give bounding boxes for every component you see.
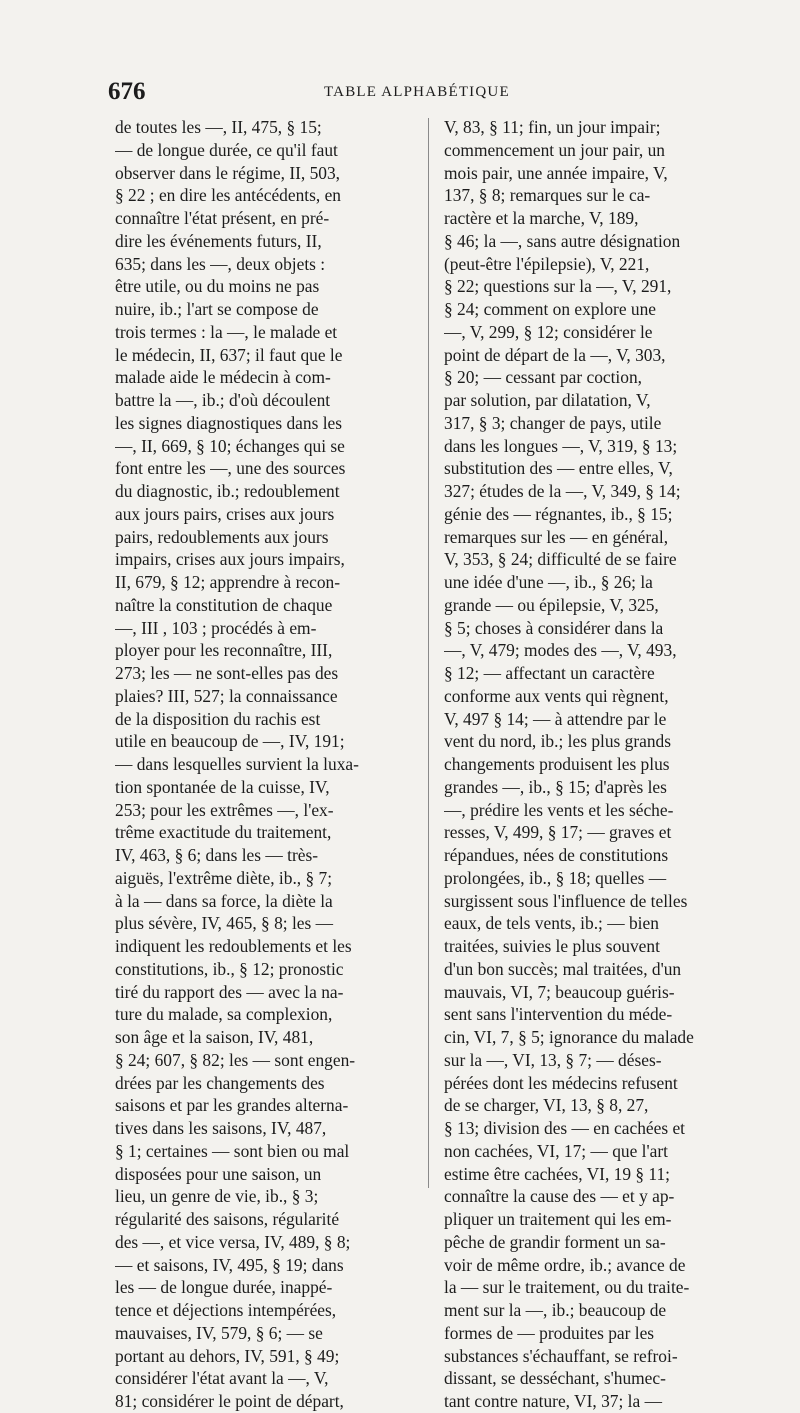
text-line: mois pair, une année impaire, V, xyxy=(444,162,668,183)
text-line: surgissent sous l'influence de telles xyxy=(444,890,688,911)
text-line: portant au dehors, IV, 591, § 49; xyxy=(115,1345,340,1366)
text-line: IV, 463, § 6; dans les — très- xyxy=(115,845,319,865)
text-line: observer dans le régime, II, 503, xyxy=(115,162,341,183)
text-line: répandues, nées de constitutions xyxy=(444,845,669,865)
text-line: § 5; choses à considérer dans la xyxy=(444,617,664,638)
text-line: de toutes les —, II, 475, § 15; xyxy=(115,117,322,137)
text-line: § 22 ; en dire les antécédents, en xyxy=(115,185,341,206)
text-line: substances s'échauffant, se refroi- xyxy=(444,1345,678,1366)
column-divider xyxy=(428,118,429,1188)
text-line: plus sévère, IV, 465, § 8; les — xyxy=(115,913,334,934)
text-line: dissant, se desséchant, s'humec- xyxy=(444,1368,666,1389)
text-line: font entre les —, une des sources xyxy=(115,458,346,479)
text-line: § 22; questions sur la —, V, 291, xyxy=(444,276,672,297)
text-line: 317, § 3; changer de pays, utile xyxy=(444,412,662,433)
text-line: traitées, suivies le plus souvent xyxy=(444,936,660,956)
text-line: indiquent les redoublements et les xyxy=(115,936,352,956)
text-line: lieu, un genre de vie, ib., § 3; xyxy=(115,1186,319,1207)
text-line: prolongées, ib., § 18; quelles — xyxy=(444,867,667,888)
text-line: pairs, redoublements aux jours xyxy=(115,526,329,547)
text-line: § 20; — cessant par coction, xyxy=(444,367,643,388)
text-line: changements produisent les plus xyxy=(444,754,670,774)
text-line: § 1; certaines — sont bien ou mal xyxy=(115,1140,350,1161)
text-line: pérées dont les médecins refusent xyxy=(444,1072,678,1093)
text-line: à la — dans sa force, la diète la xyxy=(115,890,333,911)
text-line: plaies? III, 527; la connaissance xyxy=(115,685,338,706)
text-line: impairs, crises aux jours impairs, xyxy=(115,549,345,570)
text-line: formes de — produites par les xyxy=(444,1322,655,1343)
text-line: V, 497 § 14; — à attendre par le xyxy=(444,708,667,729)
text-line: disposées pour une saison, un xyxy=(115,1163,322,1184)
left-column xyxy=(115,116,415,1413)
text-line: du diagnostic, ib.; redoublement xyxy=(115,481,340,501)
text-line: de la disposition du rachis est xyxy=(115,708,321,729)
text-line: V, 83, § 11; fin, un jour impair; xyxy=(444,117,661,137)
text-line: trême exactitude du traitement, xyxy=(115,822,332,843)
text-line: 81; considérer le point de départ, xyxy=(115,1391,344,1411)
text-line: —, III , 103 ; procédés à em- xyxy=(115,617,317,638)
text-line: tence et déjections intempérées, xyxy=(115,1300,337,1320)
text-line: § 46; la —, sans autre désignation xyxy=(444,230,681,251)
text-line: ture du malade, sa complexion, xyxy=(115,1004,333,1025)
text-line: les signes diagnostiques dans les xyxy=(115,412,343,433)
text-line: point de départ de la —, V, 303, xyxy=(444,344,666,365)
text-line: — dans lesquelles survient la luxa- xyxy=(115,754,359,774)
text-line: le médecin, II, 637; il faut que le xyxy=(115,344,343,365)
text-line: par solution, par dilatation, V, xyxy=(444,390,651,410)
text-line: 137, § 8; remarques sur le ca- xyxy=(444,185,651,206)
text-line: drées par les changements des xyxy=(115,1072,325,1093)
text-line: non cachées, VI, 17; — que l'art xyxy=(444,1140,668,1161)
text-line: mauvais, VI, 7; beaucoup guéris- xyxy=(444,981,675,1002)
text-line: dire les événements futurs, II, xyxy=(115,230,322,251)
text-line: son âge et la saison, IV, 481, xyxy=(115,1027,314,1047)
text-line: ractère et la marche, V, 189, xyxy=(444,208,639,228)
text-line: — et saisons, IV, 495, § 19; dans xyxy=(115,1254,344,1275)
text-line: de se charger, VI, 13, § 8, 27, xyxy=(444,1095,649,1116)
text-line: régularité des saisons, régularité xyxy=(115,1209,340,1229)
text-line: des —, et vice versa, IV, 489, § 8; xyxy=(115,1231,351,1252)
text-line: conforme aux vents qui règnent, xyxy=(444,685,669,706)
text-line: dans les longues —, V, 319, § 13; xyxy=(444,435,678,456)
text-line: aux jours pairs, crises aux jours xyxy=(115,503,335,524)
text-line: estime être cachées, VI, 19 § 11; xyxy=(444,1163,670,1184)
text-line: aiguës, l'extrême diète, ib., § 7; xyxy=(115,867,333,888)
text-line: tion spontanée de la cuisse, IV, xyxy=(115,776,330,797)
text-line: génie des — régnantes, ib., § 15; xyxy=(444,503,673,524)
text-line: les — de longue durée, inappé- xyxy=(115,1277,333,1298)
text-line: tives dans les saisons, IV, 487, xyxy=(115,1118,327,1138)
text-line: — de longue durée, ce qu'il faut xyxy=(115,139,338,160)
text-line: 273; les — ne sont-elles pas des xyxy=(115,663,339,683)
text-line: vent du nord, ib.; les plus grands xyxy=(444,731,672,752)
text-line: 635; dans les —, deux objets : xyxy=(115,253,326,274)
text-line: § 12; — affectant un caractère xyxy=(444,663,655,683)
text-line: substitution des — entre elles, V, xyxy=(444,458,673,479)
text-line: connaître l'état présent, en pré- xyxy=(115,208,330,228)
text-line: § 24; 607, § 82; les — sont engen- xyxy=(115,1049,356,1070)
text-line: cin, VI, 7, § 5; ignorance du malade xyxy=(444,1027,694,1047)
text-line: tiré du rapport des — avec la na- xyxy=(115,981,344,1002)
text-line: tant contre nature, VI, 37; la — xyxy=(444,1391,662,1411)
text-line: ployer pour les reconnaître, III, xyxy=(115,640,333,661)
page-header xyxy=(108,78,740,108)
text-line: 253; pour les extrêmes —, l'ex- xyxy=(115,799,334,820)
text-line: V, 353, § 24; difficulté de se faire xyxy=(444,549,677,570)
text-line: voir de même ordre, ib.; avance de xyxy=(444,1254,686,1275)
page-number: 676 xyxy=(108,78,146,105)
text-line: —, V, 299, § 12; considérer le xyxy=(444,321,653,342)
text-line: nuire, ib.; l'art se compose de xyxy=(115,299,319,319)
text-line: d'un bon succès; mal traitées, d'un xyxy=(444,958,682,979)
text-line: mauvaises, IV, 579, § 6; — se xyxy=(115,1322,323,1343)
text-line: pêche de grandir forment un sa- xyxy=(444,1231,666,1252)
text-line: ment sur la —, ib.; beaucoup de xyxy=(444,1300,667,1320)
text-line: considérer l'état avant la —, V, xyxy=(115,1368,329,1389)
text-line: commencement un jour pair, un xyxy=(444,139,665,160)
text-line: connaître la cause des — et y ap- xyxy=(444,1186,675,1207)
running-title: TABLE ALPHABÉTIQUE xyxy=(324,84,510,100)
text-line: 327; études de la —, V, 349, § 14; xyxy=(444,481,681,501)
text-line: la — sur le traitement, ou du traite- xyxy=(444,1277,690,1298)
text-line: sur la —, VI, 13, § 7; — déses- xyxy=(444,1049,662,1070)
text-line: § 13; division des — en cachées et xyxy=(444,1118,685,1138)
text-line: (peut-être l'épilepsie), V, 221, xyxy=(444,253,650,274)
text-line: —, II, 669, § 10; échanges qui se xyxy=(115,435,345,456)
text-line: pliquer un traitement qui les em- xyxy=(444,1209,672,1229)
text-line: naître la constitution de chaque xyxy=(115,594,333,615)
text-line: remarques sur les — en général, xyxy=(444,526,669,547)
text-line: utile en beaucoup de —, IV, 191; xyxy=(115,731,345,752)
text-line: constitutions, ib., § 12; pronostic xyxy=(115,958,344,979)
text-line: être utile, ou du moins ne pas xyxy=(115,276,320,297)
text-line: —, prédire les vents et les séche- xyxy=(444,799,674,820)
text-line: battre la —, ib.; d'où découlent xyxy=(115,390,331,410)
text-line: —, V, 479; modes des —, V, 493, xyxy=(444,640,677,661)
text-line: § 24; comment on explore une xyxy=(444,299,657,319)
text-line: trois termes : la —, le malade et xyxy=(115,321,338,342)
text-line: sent sans l'intervention du méde- xyxy=(444,1004,673,1025)
right-column xyxy=(444,116,744,1413)
text-line: II, 679, § 12; apprendre à recon- xyxy=(115,572,341,592)
text-line: eaux, de tels vents, ib.; — bien xyxy=(444,913,659,934)
text-line: grandes —, ib., § 15; d'après les xyxy=(444,776,667,797)
text-line: grande — ou épilepsie, V, 325, xyxy=(444,594,659,615)
text-line: resses, V, 499, § 17; — graves et xyxy=(444,822,672,843)
text-line: une idée d'une —, ib., § 26; la xyxy=(444,572,653,592)
text-line: malade aide le médecin à com- xyxy=(115,367,331,388)
text-line: saisons et par les grandes alterna- xyxy=(115,1095,349,1116)
